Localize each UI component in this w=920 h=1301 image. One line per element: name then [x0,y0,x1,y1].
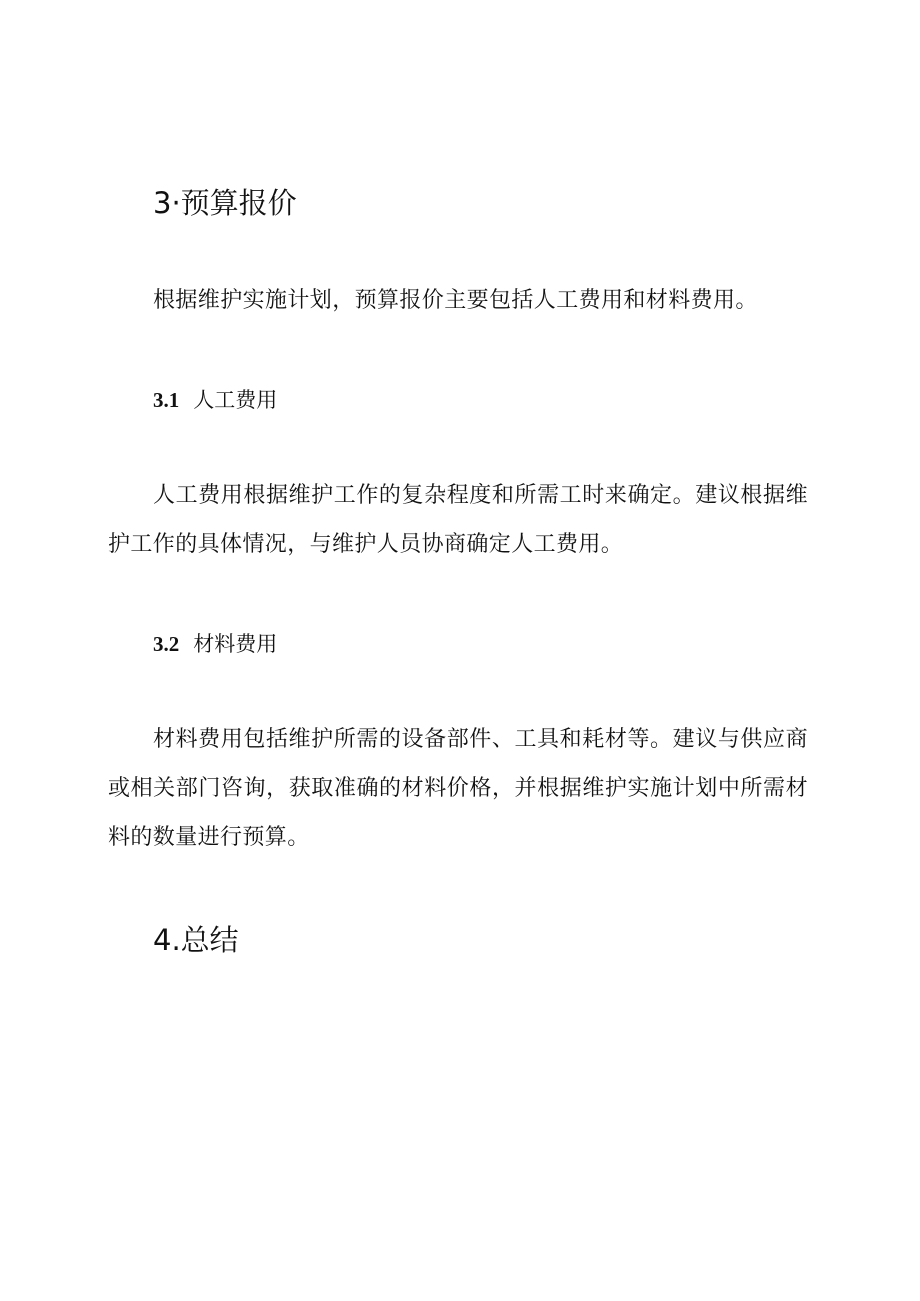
section-3-heading: 3·预算报价 [153,186,297,220]
subsection-3-1-heading [153,385,277,415]
subsection-3-1-body: 人工费用根据维护工作的复杂程度和所需工时来确定。建议根据维护工作的具体情况，与维护人员协商确定人工费用。 [108,483,808,557]
subsection-3-2-number: 3.2 [153,632,180,656]
subsection-3-2-heading [153,629,277,659]
subsection-3-2-body: 材料费用包括维护所需的设备部件、工具和耗材等。建议与供应商或相关部门咨询，获取准确的材料价格，并根据维护实施计划中所需材料的数量进行预算。 [108,727,808,850]
section-3-intro: 根据维护实施计划，预算报价主要包括人工费用和材料费用。 [153,288,758,313]
subsection-3-1-title: 人工费用 [193,388,278,412]
section-4-heading: 4.总结 [153,923,239,957]
subsection-3-2-title: 材料费用 [193,632,278,656]
subsection-3-1-number: 3.1 [153,388,180,412]
